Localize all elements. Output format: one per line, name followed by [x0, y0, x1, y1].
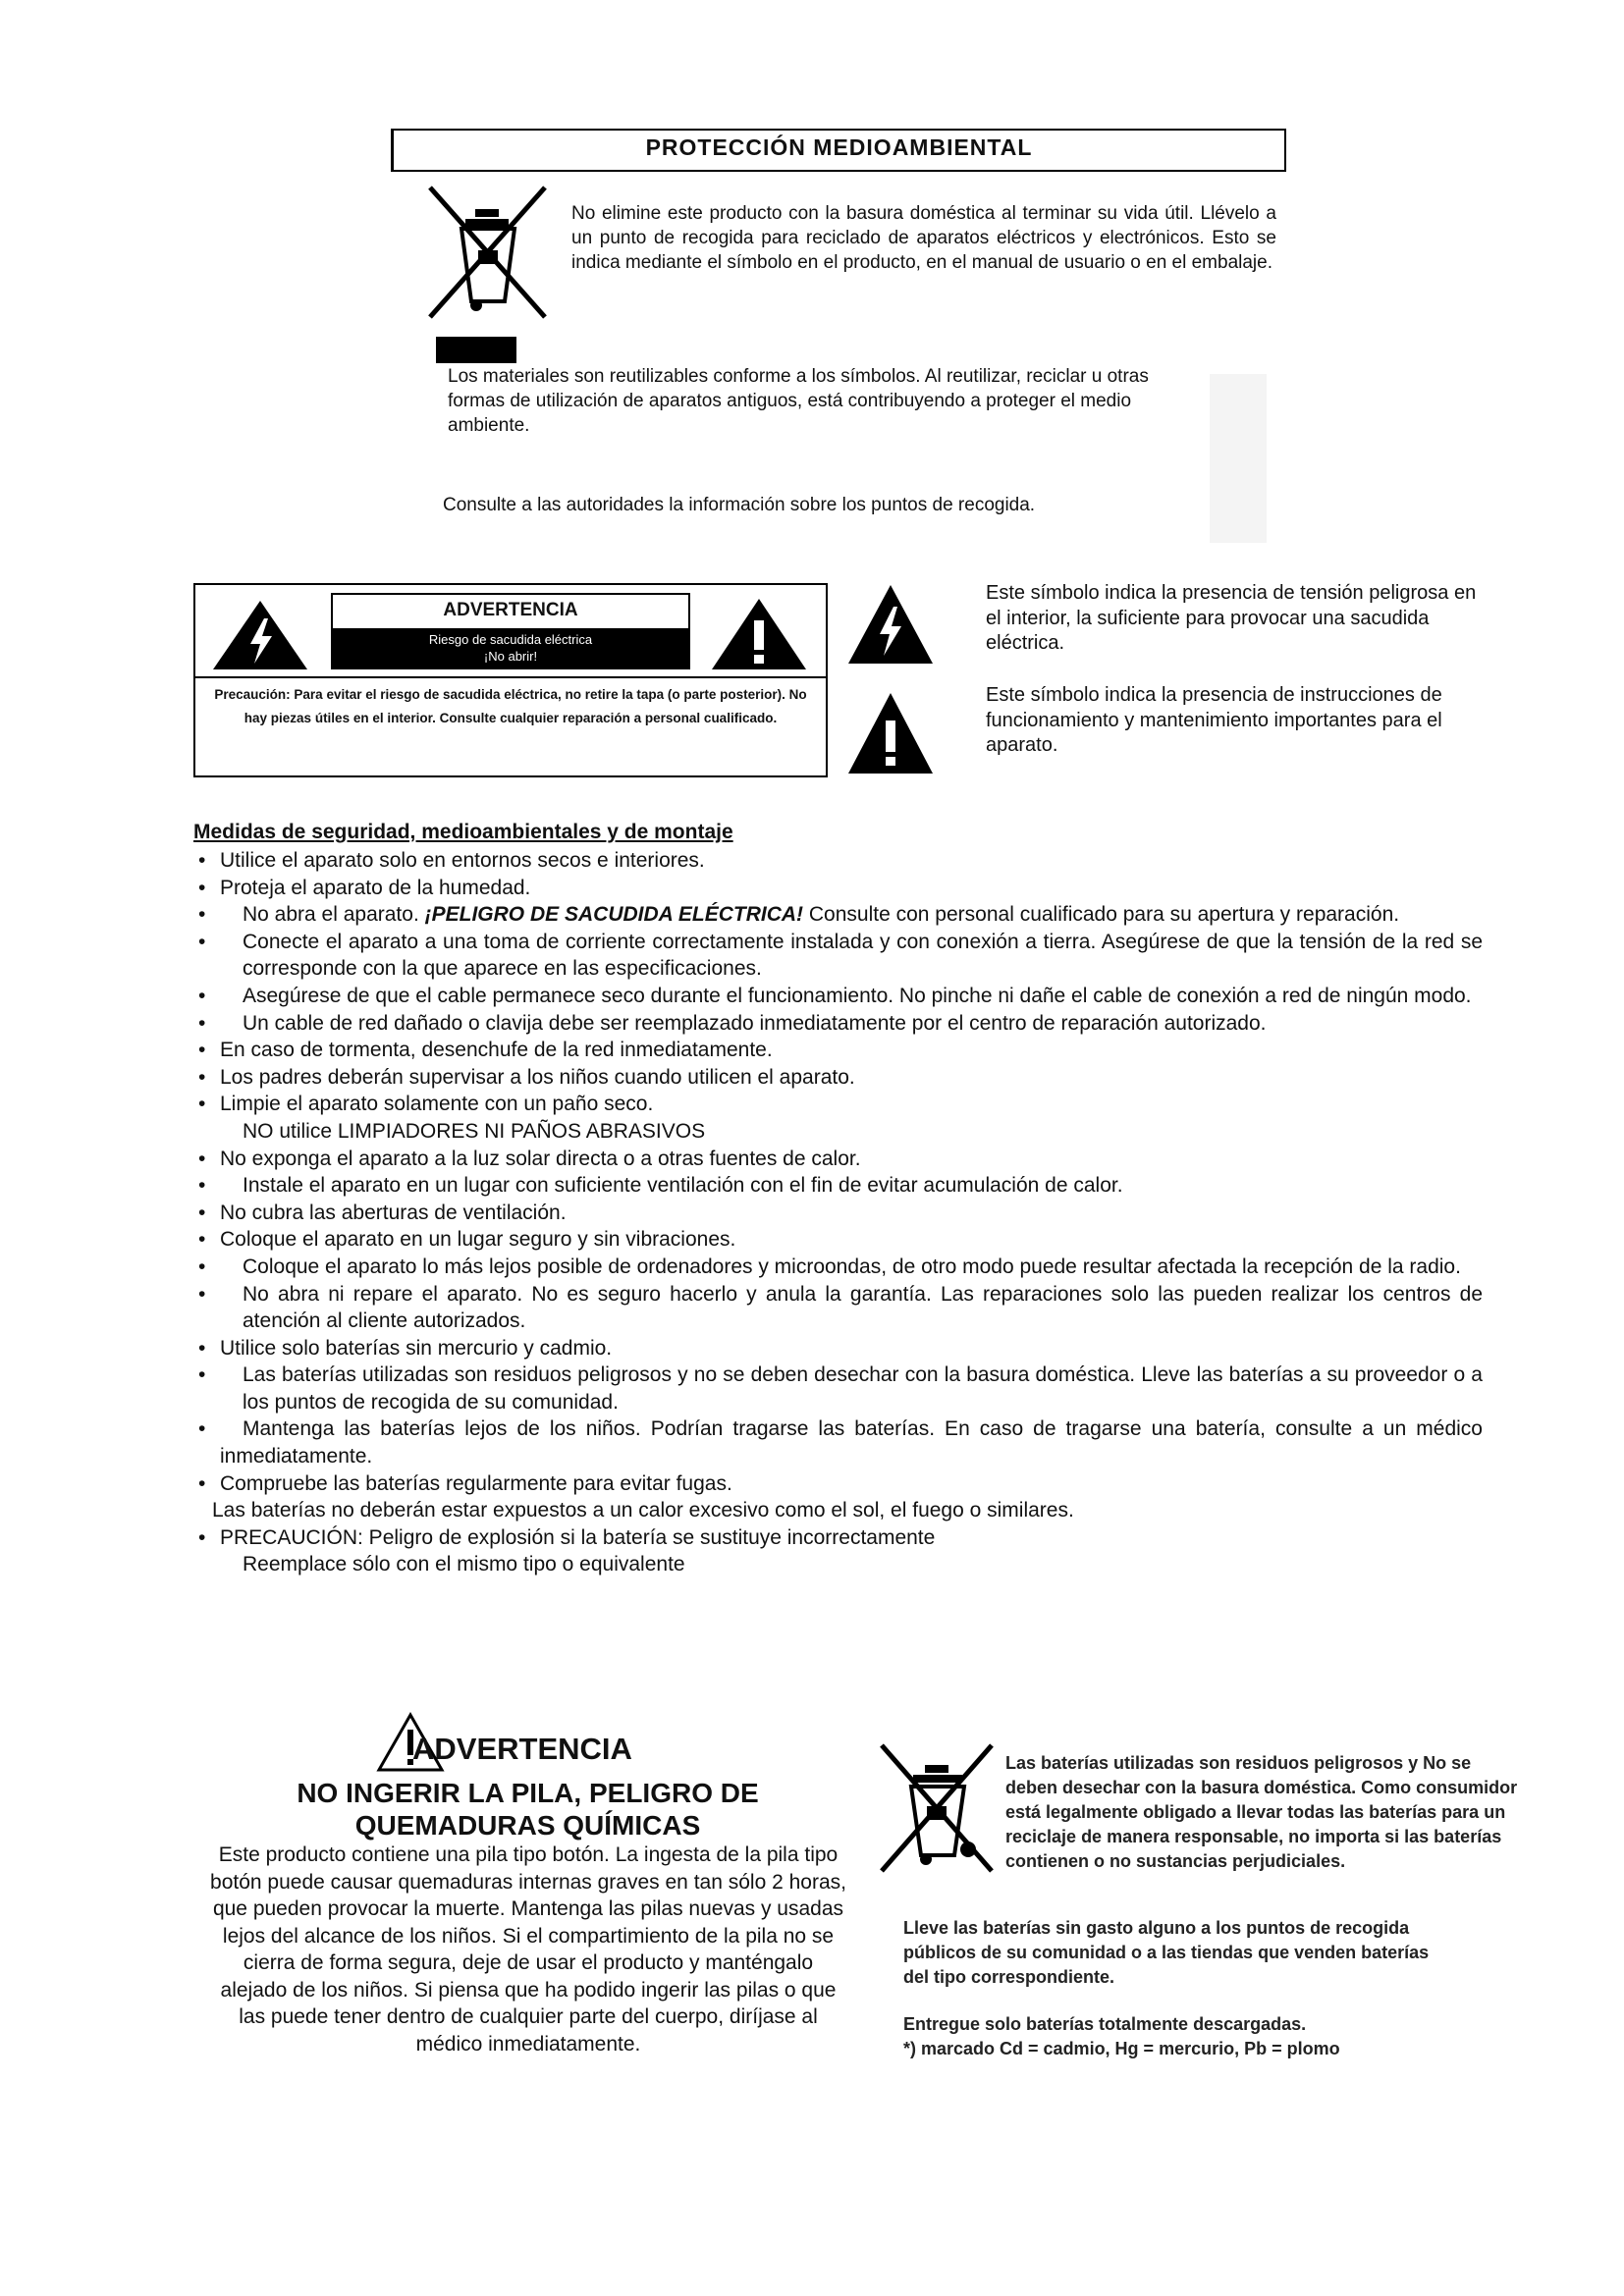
- list-item: • No abra ni repare el aparato. No es seguro hacerlo y anula la garantía. Las reparaciones solo las pueden realizar los centros de atención al cliente autorizados.: [198, 1282, 1483, 1333]
- list-item: • Las baterías utilizadas son residuos peligrosos y no se deben desechar con la basura doméstica. Lleve las baterías a su proveedor o a los puntos de recogida de su comunidad.: [198, 1363, 1483, 1414]
- environmental-title: PROTECCIÓN MEDIOAMBIENTAL: [645, 134, 1033, 160]
- list-item-plain: Las baterías no deberán estar expuestos a un calor excesivo como el sol, el fuego o similares.: [212, 1499, 1074, 1522]
- list-item-continuation: Reemplace sólo con el mismo tipo o equivalente: [243, 1553, 685, 1576]
- list-item: • Compruebe las baterías regularmente para evitar fugas.: [198, 1471, 732, 1495]
- button-cell-warning-body: Este producto contiene una pila tipo botón. La ingesta de la pila tipo botón puede causar quemaduras internas graves en tan sólo 2 horas, que pueden provocar la muerte. Mantenga las pilas nuevas y usadas lejos del alcance de los niños. Si el compartimiento de la pila no se cierra de forma segura, deje de usar el producto y manténgalo alejado de los niños. Si piensa que ha podido ingerir las pilas o que las puede tener dentro de cualquier parte del cuerpo, diríjase al médico inmediatamente.: [210, 1843, 846, 2056]
- safety-list: [194, 847, 1483, 1578]
- disposal-text: No elimine este producto con la basura doméstica al terminar su vida útil. Llévelo a un punto de recogida para reciclado de aparatos eléctricos y electrónicos. Esto se indica mediante el símbolo en el producto, en el manual de usuario o en el embalaje.: [571, 203, 1276, 273]
- crossed-out-bin-icon: [422, 182, 555, 324]
- list-item: • En caso de tormenta, desenchufe de la red inmediatamente.: [198, 1039, 773, 1062]
- list-item: • No cubra las aberturas de ventilación.: [198, 1201, 567, 1224]
- gray-strip: [1210, 374, 1267, 543]
- instructions-symbol-text: Este símbolo indica la presencia de instrucciones de funcionamiento y mantenimiento importantes para el aparato.: [986, 684, 1442, 756]
- warning-caution-text: Precaución: Para evitar el riesgo de sacudida eléctrica, no retire la tapa (o parte posterior). No hay piezas útiles en el interior. Consulte cualquier reparación a personal cualificado.: [214, 687, 807, 725]
- list-item: • Coloque el aparato lo más lejos posible de ordenadores y microondas, de otro modo puede resultar afectada la recepción de la radio.: [198, 1255, 1461, 1278]
- battery-disposal-p4: *) marcado Cd = cadmio, Hg = mercurio, Pb = plomo: [903, 2039, 1340, 2058]
- crossed-out-battery-bin-icon: [876, 1739, 999, 1879]
- warning-label-subtitle: [333, 628, 688, 667]
- list-item: • PRECAUCIÓN: Peligro de explosión si la batería se sustituye incorrectamente: [198, 1525, 936, 1549]
- instructions-symbol-icon: [846, 691, 935, 775]
- consult-text: Consulte a las autoridades la información sobre los puntos de recogida.: [443, 495, 1036, 515]
- warning-label-subtitle-line2: ¡No abrir!: [483, 649, 538, 664]
- list-item: • Utilice el aparato solo en entornos secos e interiores.: [198, 849, 705, 872]
- list-item: • Coloque el aparato en un lugar seguro y sin vibraciones.: [198, 1228, 736, 1252]
- list-item: • No exponga el aparato a la luz solar directa o a otras fuentes de calor.: [198, 1147, 861, 1170]
- warning-inner-label: [331, 593, 690, 669]
- voltage-symbol-text: Este símbolo indica la presencia de tensión peligrosa en el interior, la suficiente para provocar una sacudida eléctrica.: [986, 582, 1477, 654]
- list-item: • No abra el aparato. ¡PELIGRO DE SACUDIDA ELÉCTRICA! Consulte con personal cualificado para su apertura y reparación.: [198, 903, 1400, 927]
- list-item: • Los padres deberán supervisar a los niños cuando utilicen el aparato.: [198, 1065, 855, 1089]
- battery-disposal-p1: Las baterías utilizadas son residuos peligrosos y No se deben desechar con la basura doméstica. Como consumidor está legalmente obligado a llevar todas las baterías para un reciclaje de manera responsable, no importa si las baterías contienen o no sustancias perjudiciales.: [1005, 1753, 1518, 1871]
- button-cell-warning-title: ADVERTENCIA: [412, 1732, 632, 1766]
- voltage-symbol-icon: [846, 583, 935, 666]
- exclamation-warning-icon: [710, 597, 808, 671]
- black-bar: [436, 337, 516, 363]
- list-item: • Asegúrese de que el cable permanece seco durante el funcionamiento. No pinche ni dañe el cable de conexión a red de ningún modo.: [198, 984, 1472, 1007]
- list-item: • Conecte el aparato a una toma de corriente correctamente instalada y con conexión a tierra. Asegúrese de que la tensión de la red se corresponde con la que aparece en las especificaciones.: [198, 930, 1483, 981]
- safety-title: Medidas de seguridad, medioambientales y de montaje: [193, 821, 733, 843]
- warning-label-title: ADVERTENCIA: [443, 600, 578, 620]
- list-item-continuation: NO utilice LIMPIADORES NI PAÑOS ABRASIVOS: [243, 1119, 706, 1143]
- electric-shock-danger: ¡PELIGRO DE SACUDIDA ELÉCTRICA!: [424, 903, 804, 927]
- list-item: • Un cable de red dañado o clavija debe ser reemplazado inmediatamente por el centro de reparación autorizado.: [198, 1011, 1267, 1035]
- warning-label-box: [193, 583, 828, 777]
- list-item: • Mantenga las baterías lejos de los niños. Podrían tragarse las baterías. En caso de tragarse una batería, consulte a un médico inmediatamente.: [198, 1417, 1483, 1468]
- list-item: • Utilice solo baterías sin mercurio y cadmio.: [198, 1336, 613, 1360]
- list-item: • Proteja el aparato de la humedad.: [198, 876, 531, 899]
- materials-text: Los materiales son reutilizables conforme a los símbolos. Al reutilizar, reciclar u otras formas de utilización de aparatos antiguos, está contribuyendo a proteger el medio ambiente.: [448, 366, 1149, 436]
- warning-divider: [195, 676, 826, 678]
- list-item: • Limpie el aparato solamente con un paño seco.: [198, 1093, 654, 1116]
- environmental-header: [391, 129, 1286, 172]
- battery-disposal-p3: Entregue solo baterías totalmente descargadas.: [903, 2014, 1307, 2034]
- electric-shock-warning-icon: [211, 599, 309, 671]
- button-cell-warning-heading: NO INGERIR LA PILA, PELIGRO DE QUEMADURAS QUÍMICAS: [297, 1778, 759, 1841]
- battery-disposal-p2: Lleve las baterías sin gasto alguno a los puntos de recogida públicos de su comunidad o a las tiendas que venden baterías del tipo correspondiente.: [903, 1918, 1430, 1987]
- warning-label-subtitle-line1: Riesgo de sacudida eléctrica: [428, 632, 593, 647]
- list-item: • Instale el aparato en un lugar con suficiente ventilación con el fin de evitar acumulación de calor.: [198, 1174, 1123, 1198]
